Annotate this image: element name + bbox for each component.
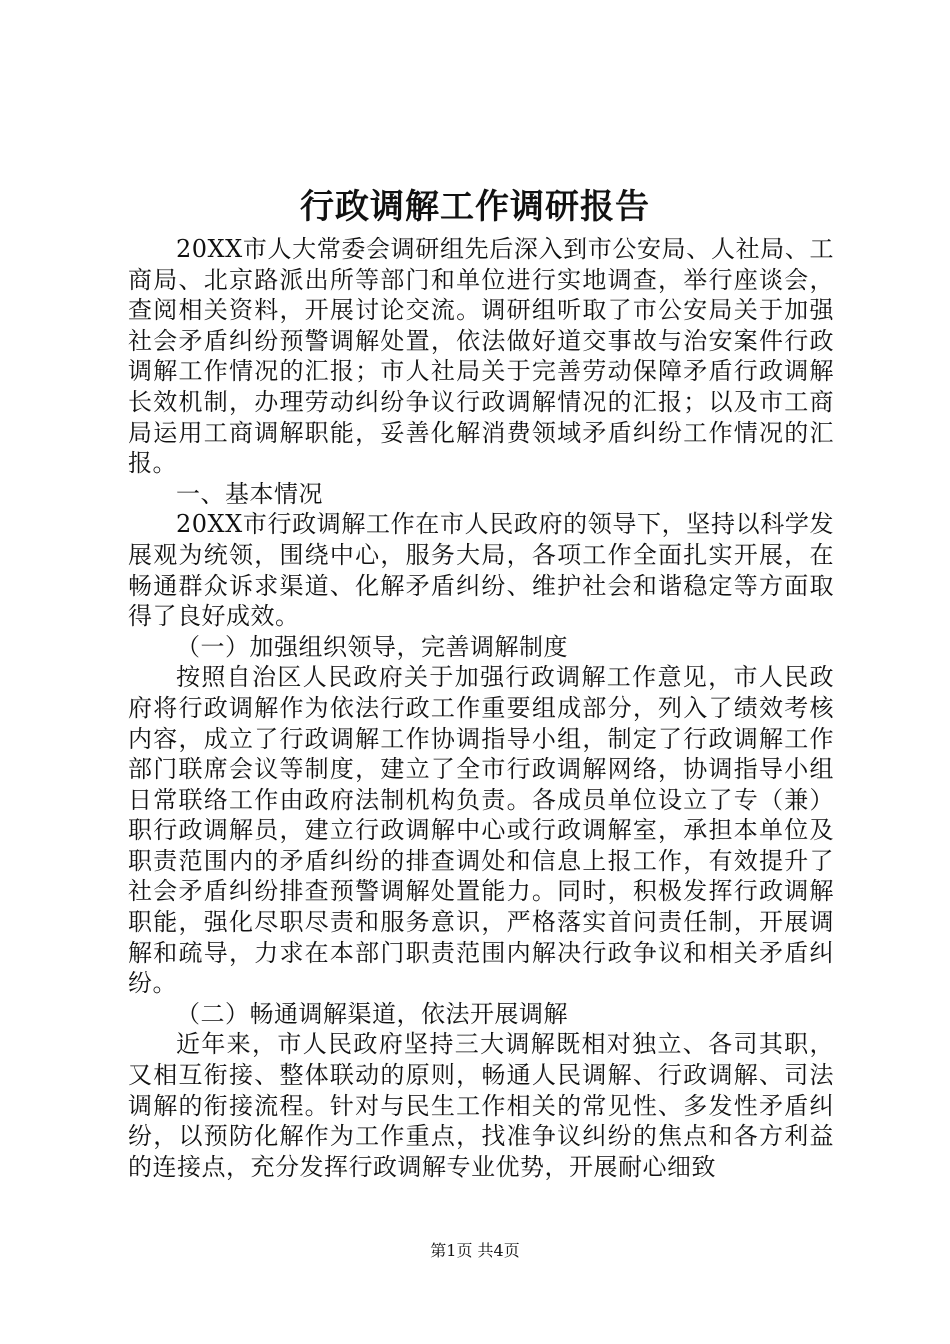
section-heading-basic-situation: 一、基本情况 <box>176 479 323 508</box>
document-body <box>128 234 834 1182</box>
document-title: 行政调解工作调研报告 <box>300 187 650 227</box>
subsection-heading-channels: （二）畅通调解渠道，依法开展调解 <box>176 999 568 1028</box>
paragraph-organization: 按照自治区人民政府关于加强行政调解工作意见，市人民政府将行政调解作为依法行政工作重要组成部分，列入了绩效考核内容，成立了行政调解工作协调指导小组，制定了行政调解工作部门联席会议等制度，建立了全市行政调解网络，协调指导小组日常联络工作由政府法制机构负责。各成员单位设立了专（兼）职行政调解员，建立行政调解中心或行政调解室，承担本单位及职责范围内的矛盾纠纷的排查调处和信息上报工作，有效提升了社会矛盾纠纷排查预警调解处置能力。同时，积极发挥行政调解职能，强化尽职尽责和服务意识，严格落实首问责任制，开展调解和疏导，力求在本部门职责范围内解决行政争议和相关矛盾纠纷。 <box>128 663 834 998</box>
paragraph-intro: 20XX市人大常委会调研组先后深入到市公安局、人社局、工商局、北京路派出所等部门和单位进行实地调查，举行座谈会，查阅相关资料，开展讨论交流。调研组听取了市公安局关于加强社会矛盾纠纷预警调解处置，依法做好道交事故与治安案件行政调解工作情况的汇报；市人社局关于完善劳动保障矛盾行政调解长效机制，办理劳动纠纷争议行政调解情况的汇报；以及市工商局运用工商调解职能，妥善化解消费领域矛盾纠纷工作情况的汇报。 <box>128 235 834 478</box>
subsection-heading-organization: （一）加强组织领导，完善调解制度 <box>176 632 568 661</box>
paragraph-channels: 近年来，市人民政府坚持三大调解既相对独立、各司其职，又相互衔接、整体联动的原则，畅通人民调解、行政调解、司法调解的衔接流程。针对与民生工作相关的常见性、多发性矛盾纠纷，以预防化解作为工作重点，找准争议纠纷的焦点和各方利益的连接点，充分发挥行政调解专业优势，开展耐心细致 <box>128 1030 834 1181</box>
page-number-footer: 第1页 共4页 <box>430 1241 520 1260</box>
paragraph-basic-situation: 20XX市行政调解工作在市人民政府的领导下，坚持以科学发展观为统领，围绕中心，服务大局，各项工作全面扎实开展，在畅通群众诉求渠道、化解矛盾纠纷、维护社会和谐稳定等方面取得了良好成效。 <box>128 510 834 631</box>
